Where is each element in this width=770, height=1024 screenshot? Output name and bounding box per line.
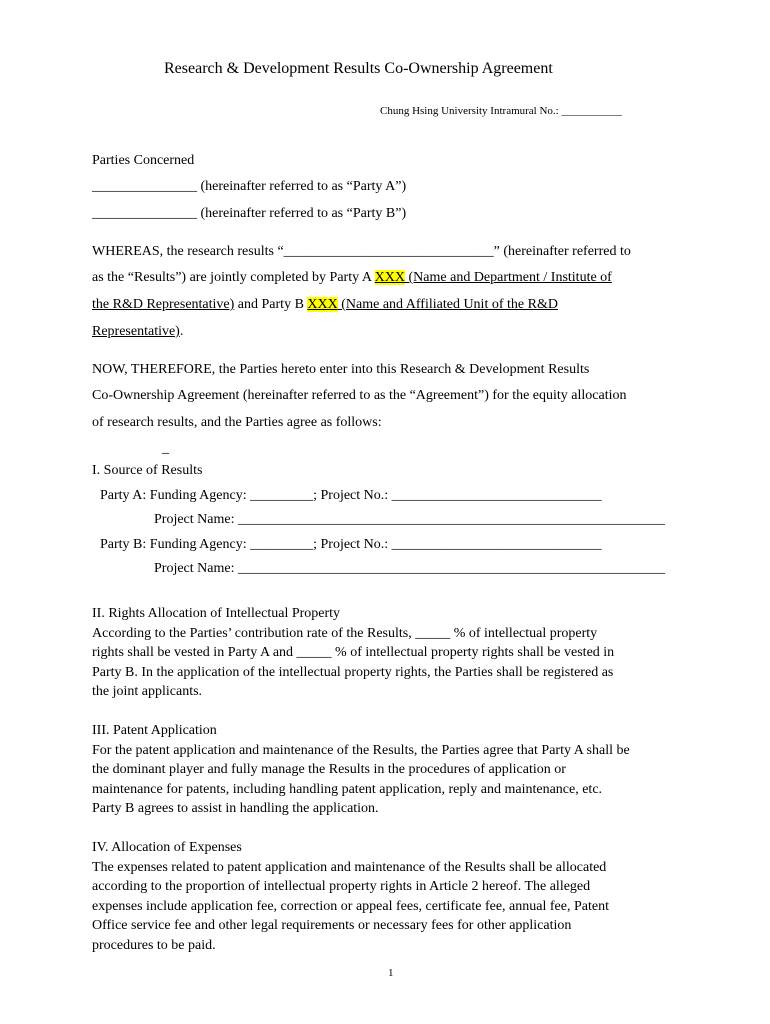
party-b-representative-note: (Name and Affiliated Unit of the R&D — [337, 297, 558, 312]
section-3-line: Party B agrees to assist in handling the application. — [92, 801, 379, 817]
section-3-line: the dominant player and fully manage the Results in the procedures of application or — [92, 762, 566, 778]
whereas-line-2 — [92, 269, 612, 287]
now-therefore-line-3: of research results, and the Parties agree as follows: — [92, 415, 382, 430]
page-number: 1 — [388, 967, 394, 979]
whereas-line-1: WHEREAS, the research results “______________________________” (hereinafter referred to — [92, 244, 631, 259]
section-3 — [92, 721, 692, 819]
party-a-funding-line: Party A: Funding Agency: _________; Project No.: ______________________________ — [100, 488, 602, 503]
section-4-line: Office service fee and other legal requirements or necessary fees for other application — [92, 918, 572, 934]
party-b-representative-note-cont: Representative) — [92, 324, 180, 339]
whereas-end: . — [179, 324, 184, 339]
section-3-heading: III. Patent Application — [92, 723, 217, 738]
now-therefore-line-2: Co-Ownership Agreement (hereinafter referred to as the “Agreement”) for the equity allocation — [92, 388, 627, 403]
section-4-line: according to the proportion of intellectual property rights in Article 2 hereof. The alleged — [92, 879, 591, 895]
now-therefore-line-1: NOW, THEREFORE, the Parties hereto enter into this Research & Development Results — [92, 362, 590, 377]
whereas-line-4 — [92, 323, 183, 341]
section-4-line: procedures to be paid. — [92, 937, 216, 953]
section-2-line: rights shall be vested in Party A and _____ % of intellectual property rights shall be vested in — [92, 645, 615, 661]
section-4-line: The expenses related to patent application and maintenance of the Results shall be allocated — [92, 859, 607, 875]
section-4-line: expenses include application fee, correction or appeal fees, certificate fee, annual fee, Patent — [92, 898, 609, 914]
party-b-xxx-placeholder: XXX — [307, 297, 338, 312]
party-a-xxx-placeholder: XXX — [374, 270, 406, 285]
stray-underscore: _ — [162, 441, 169, 456]
party-a-representative-note-cont: the R&D Representative) — [92, 297, 235, 312]
document-title: Research & Development Results Co-Ownership Agreement — [164, 60, 553, 77]
section-2-line: the joint applicants. — [92, 684, 203, 700]
whereas-line-3 — [92, 296, 558, 314]
whereas-text: as the “Results”) are jointly completed by Party A — [92, 270, 375, 285]
parties-heading: Parties Concerned — [92, 153, 195, 168]
intramural-number: Chung Hsing University Intramural No.: ___________ — [380, 105, 622, 117]
party-b-project-name-line: Project Name: _____________________________________________________________ — [154, 561, 665, 576]
section-2 — [92, 604, 692, 702]
party-a-line: _______________ (hereinafter referred to as “Party A”) — [92, 179, 407, 194]
whereas-text: and Party B — [234, 297, 308, 312]
party-a-representative-note: (Name and Department / Institute of — [405, 270, 612, 285]
section-1-heading: I. Source of Results — [92, 463, 203, 478]
section-3-line: For the patent application and maintenance of the Results, the Parties agree that Party A shall be — [92, 742, 630, 758]
party-b-funding-line: Party B: Funding Agency: _________; Project No.: ______________________________ — [100, 537, 602, 552]
section-2-line: Party B. In the application of the intellectual property rights, the Parties shall be registered as — [92, 664, 614, 680]
section-2-line: According to the Parties’ contribution rate of the Results, _____ % of intellectual property — [92, 625, 598, 641]
party-b-line: _______________ (hereinafter referred to as “Party B”) — [92, 206, 407, 221]
section-3-line: maintenance for patents, including handling patent application, reply and maintenance, etc. — [92, 781, 603, 797]
section-4-heading: IV. Allocation of Expenses — [92, 840, 242, 855]
section-2-heading: II. Rights Allocation of Intellectual Property — [92, 606, 341, 621]
party-a-project-name-line: Project Name: _____________________________________________________________ — [154, 512, 665, 527]
section-4 — [92, 838, 692, 956]
